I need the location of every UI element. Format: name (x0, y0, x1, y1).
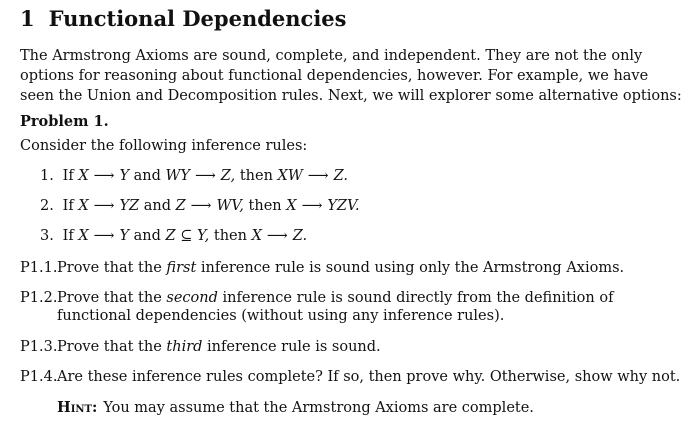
task-text-post: inference rule is sound directly from the definition of functional dependencies (without using any inference rules). (57, 290, 614, 324)
task-number: P1.3. (20, 339, 58, 355)
rule-and: and (143, 198, 171, 214)
task-text (57, 289, 684, 325)
rule-rhs: Z. (333, 168, 349, 184)
task-emphasis: first (166, 260, 197, 276)
implies-arrow: ⟶ (307, 168, 329, 184)
section-number: 1 (20, 6, 35, 31)
task-emphasis: second (166, 290, 218, 306)
inference-rule-3 (40, 226, 307, 246)
intro-paragraph: The Armstrong Axioms are sound, complete, and independent. They are not the only options for reasoning about functional dependencies, however. For example, we have seen the Union and Decomposition rules. Next, we will explorer some alternative options: (20, 48, 682, 104)
rule-lhs: X (286, 198, 297, 214)
rule-lhs: X (78, 168, 89, 184)
task-emphasis: third (166, 339, 203, 355)
implies-arrow: ⟶ (93, 168, 115, 184)
implies-arrow: ⟶ (93, 228, 115, 244)
task-text-post: inference rule is sound using only the Armstrong Axioms. (200, 260, 625, 276)
task-p1-1 (20, 259, 684, 277)
rule-and: and (133, 168, 161, 184)
rule-number: 2. (40, 198, 54, 214)
rule-lhs: Z (165, 228, 176, 244)
implies-arrow: ⟶ (93, 198, 115, 214)
rule-rhs: YZ (119, 198, 140, 214)
hint-note (57, 398, 534, 418)
section-heading (20, 6, 346, 31)
rule-rhs: Y (119, 228, 130, 244)
task-p1-4 (20, 368, 684, 386)
task-text (57, 338, 684, 356)
task-number: P1.1. (20, 260, 58, 276)
rule-lhs: X (78, 228, 89, 244)
rule-then: then (248, 198, 282, 214)
rule-if: If (62, 228, 74, 244)
rule-number: 3. (40, 228, 54, 244)
implies-arrow: ⟶ (301, 198, 323, 214)
rule-lhs: Z (175, 198, 186, 214)
rule-rhs: Y (119, 168, 130, 184)
rule-then: then (239, 168, 273, 184)
task-text-pre: Prove that the (57, 339, 162, 355)
rule-rhs: Y, (196, 228, 210, 244)
hint-label: Hint: (57, 399, 98, 416)
problem-title: Problem 1. (20, 113, 109, 130)
subset-symbol: ⊆ (180, 228, 193, 244)
implies-arrow: ⟶ (195, 168, 216, 184)
task-text: Are these inference rules complete? If so, then prove why. Otherwise, show why not. (57, 369, 681, 385)
task-number: P1.4. (20, 369, 58, 385)
rule-lhs: XW (277, 168, 303, 184)
rule-lhs: X (78, 198, 89, 214)
task-number: P1.2. (20, 290, 58, 306)
task-p1-3 (20, 338, 684, 356)
rule-if: If (62, 168, 74, 184)
task-text-pre: Prove that the (57, 290, 162, 306)
hint-text: You may assume that the Armstrong Axioms are complete. (103, 400, 534, 416)
task-p1-2 (20, 289, 684, 325)
task-text-post: inference rule is sound. (207, 339, 381, 355)
rule-and: and (133, 228, 161, 244)
rule-rhs: WV, (216, 198, 244, 214)
section-title: Functional Dependencies (48, 6, 347, 31)
rule-number: 1. (40, 168, 54, 184)
rule-rhs: YZV. (327, 198, 360, 214)
rule-rhs: Z. (292, 228, 308, 244)
rule-if: If (62, 198, 74, 214)
rule-then: then (213, 228, 247, 244)
rule-lhs: WY (165, 168, 190, 184)
rule-rhs: Z, (220, 168, 236, 184)
implies-arrow: ⟶ (190, 198, 212, 214)
task-text (57, 259, 684, 277)
rule-lhs: X (251, 228, 262, 244)
problem-lead: Consider the following inference rules: (20, 138, 308, 154)
implies-arrow: ⟶ (266, 228, 288, 244)
inference-rule-2 (40, 196, 360, 216)
task-text-pre: Prove that the (57, 260, 162, 276)
inference-rule-1 (40, 166, 348, 186)
